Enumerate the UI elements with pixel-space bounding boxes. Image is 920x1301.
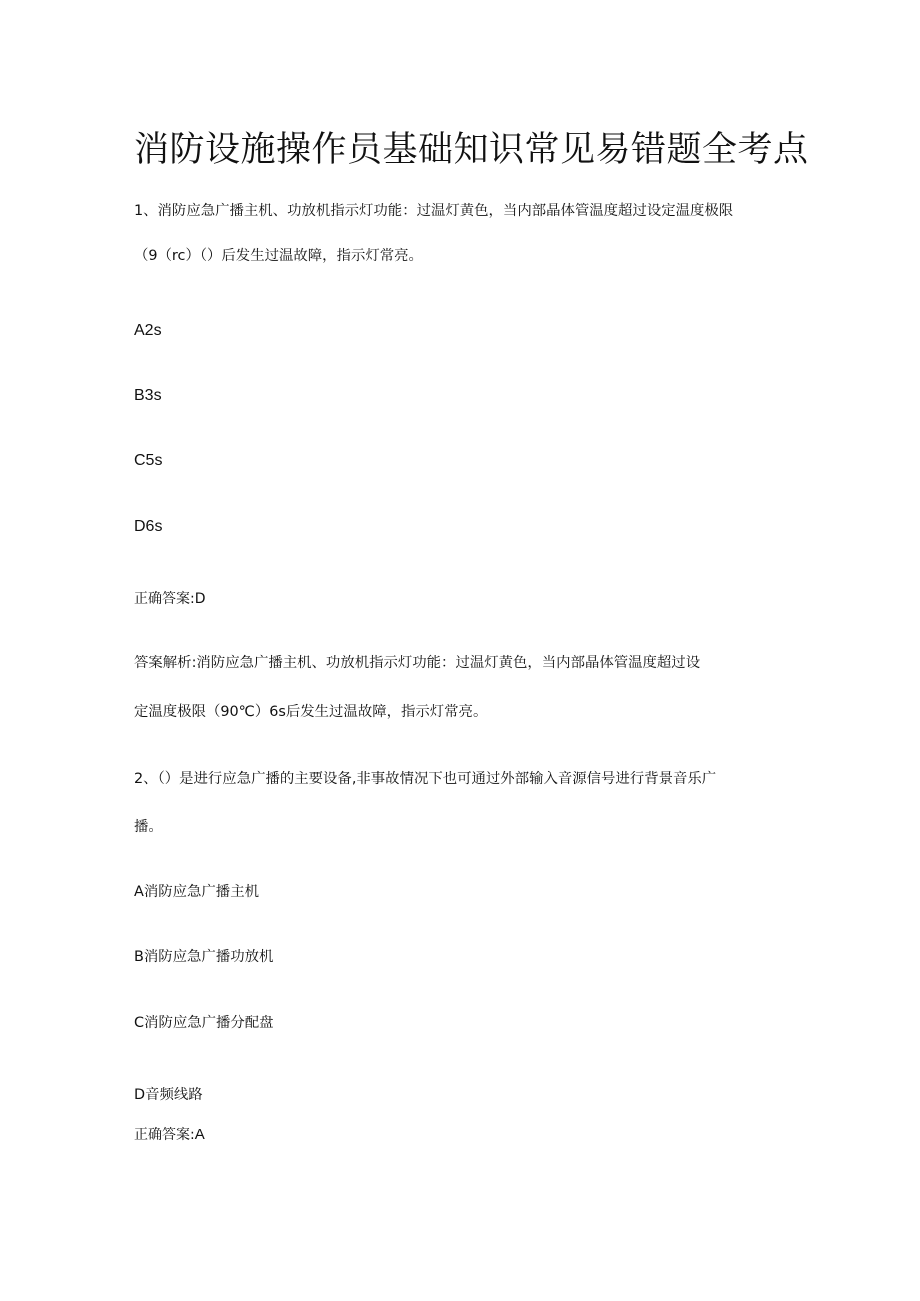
question-2-text-line-1: 2、（）是进行应急广播的主要设备,非事故情况下也可通过外部输入音源信号进行背景音乐广: [134, 771, 717, 787]
question-1-analysis-line-2: 定温度极限（90℃）6s后发生过温故障，指示灯常亮。: [134, 704, 488, 720]
question-1-text-line-2: （9（rc）（）后发生过温故障，指示灯常亮。: [134, 248, 423, 264]
question-2-option-b: B消防应急广播功放机: [134, 949, 274, 965]
question-2-answer-label: 正确答案:: [134, 1127, 195, 1143]
question-1-answer: [134, 588, 206, 610]
question-1-text-line-1: 1、消防应急广播主机、功放机指示灯功能：过温灯黄色，当内部晶体管温度超过设定温度极限: [134, 203, 734, 219]
question-1-option-c: C5s: [134, 452, 163, 469]
question-2-text-line-2: 播。: [134, 819, 163, 835]
question-2-answer-value: A: [194, 1126, 205, 1143]
question-2-option-c: C消防应急广播分配盘: [134, 1015, 274, 1031]
question-1-answer-label: 正确答案:: [134, 591, 195, 607]
question-1-option-a: A2s: [134, 322, 162, 339]
question-2-answer: [134, 1124, 205, 1146]
question-1-option-b: B3s: [134, 387, 162, 404]
document-title: 消防设施操作员基础知识常见易错题全考点: [134, 130, 809, 170]
question-2-option-a: A消防应急广播主机: [134, 884, 259, 900]
question-1-option-d: D6s: [134, 518, 163, 535]
question-1-analysis-line-1: 答案解析:消防应急广播主机、功放机指示灯功能：过温灯黄色，当内部晶体管温度超过设: [134, 655, 701, 671]
question-1-answer-value: D: [194, 591, 206, 607]
question-2-option-d: D音频线路: [134, 1087, 203, 1103]
